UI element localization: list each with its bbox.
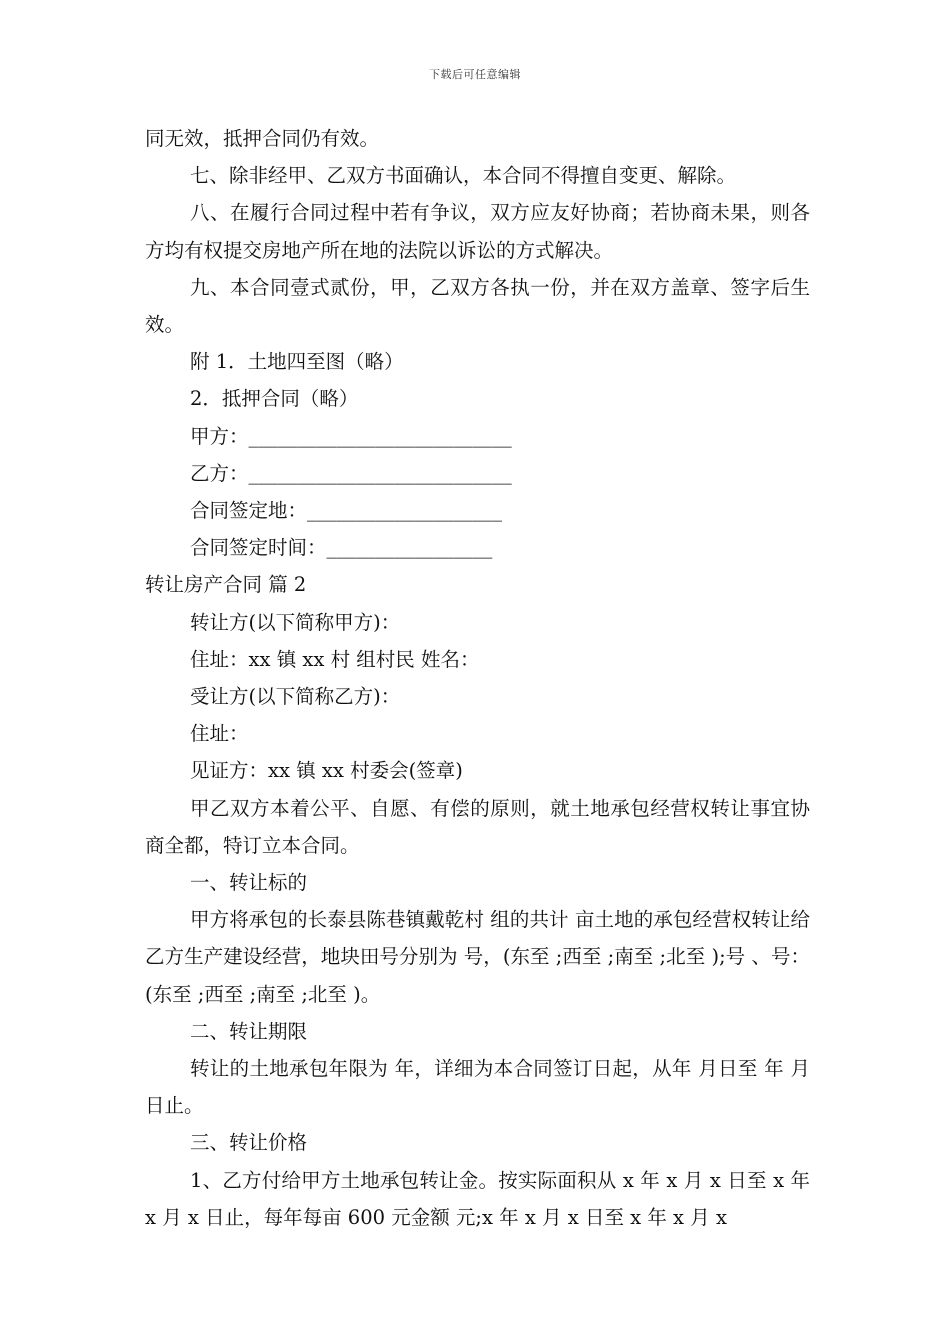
clause-heading: 二、转让期限: [190, 1019, 308, 1043]
paragraph: 转让的土地承包年限为 年，详细为本合同签订日起，从年 月日至 年 月 日止。: [145, 1057, 817, 1118]
page-header-note: 下载后可任意编辑: [429, 68, 521, 81]
paragraph: 甲方将承包的长泰县陈巷镇戴乾村 组的共计 亩土地的承包经营权转让给乙方生产建设经营，地块田号分别为 号，(东至 ;西至 ;南至 ;北至 );号 、号：(东至 ;西至 ;南至 ;北至 )。: [145, 908, 810, 1006]
attachment-line: 附 1．土地四至图（略）: [190, 350, 404, 374]
party-line: 受让方(以下简称乙方)：: [190, 685, 401, 709]
paragraph: 同无效，抵押合同仍有效。: [145, 127, 380, 150]
paragraph: 九、本合同壹式贰份，甲，乙双方各执一份，并在双方盖章、签字后生效。: [145, 275, 810, 337]
paragraph: 八、在履行合同过程中若有争议，双方应友好协商；若协商未果，则各方均有权提交房地产所在地的法院以诉讼的方式解决。: [145, 201, 810, 262]
party-line: 住址：xx 镇 xx 村 组村民 姓名：: [190, 647, 480, 671]
paragraph: 七、除非经甲、乙双方书面确认，本合同不得擅自变更、解除。: [190, 164, 737, 188]
paragraph: 甲乙双方本着公平、自愿、有偿的原则，就土地承包经营权转让事宜协商全都，特订立本合同。: [145, 796, 810, 857]
signature-line-party-a: 甲方：___________________________: [190, 424, 512, 448]
signature-line-place: 合同签定地：____________________: [190, 499, 503, 523]
signature-line-party-b: 乙方：___________________________: [190, 461, 512, 485]
clause-heading: 一、转让标的: [190, 871, 308, 895]
party-line: 转让方(以下简称甲方)：: [190, 610, 401, 634]
section-title: 转让房产合同 篇 2: [145, 573, 307, 597]
party-line: 住址：: [190, 722, 249, 746]
clause-heading: 三、转让价格: [190, 1131, 308, 1155]
paragraph: 1、乙方付给甲方土地承包转让金。按实际面积从 x 年 x 月 x 日至 x 年 x 月 x 日止，每年每亩 600 元金额 元;x 年 x 月 x 日至 x 年 x 月 x: [145, 1168, 817, 1229]
attachment-line: 2．抵押合同（略）: [190, 387, 359, 411]
document-body: [145, 120, 817, 1236]
party-line: 见证方：xx 镇 xx 村委会(签章): [190, 759, 463, 783]
signature-line-time: 合同签定时间：_________________: [190, 536, 493, 560]
